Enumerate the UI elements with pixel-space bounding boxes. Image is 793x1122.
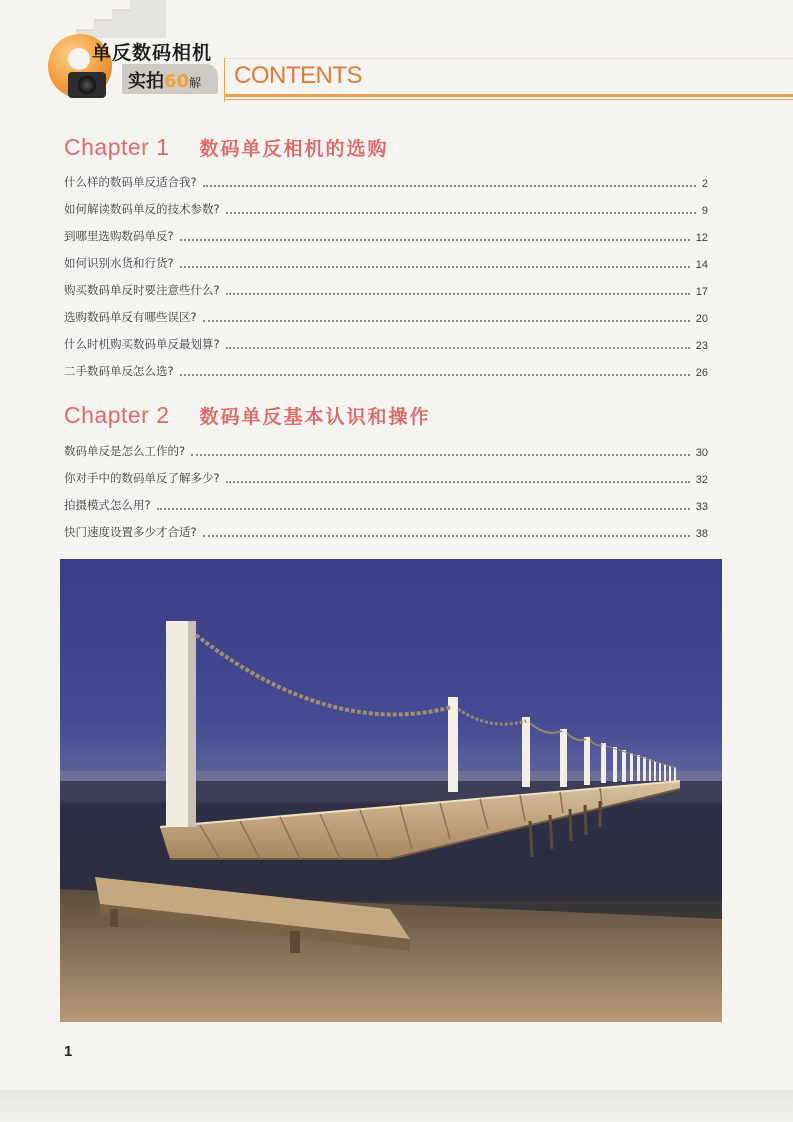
toc-entry[interactable]: 什么时机购买数码单反最划算? 23 — [64, 337, 708, 352]
camera-icon — [68, 72, 106, 98]
header-rule — [224, 94, 793, 97]
book-series-logo — [24, 0, 224, 108]
toc-entry[interactable]: 什么样的数码单反适合我? 2 — [64, 175, 708, 190]
toc-entry[interactable]: 快门速度设置多少才合适? 38 — [64, 525, 708, 540]
toc-entry[interactable]: 数码单反是怎么工作的? 30 — [64, 444, 708, 459]
toc-entry[interactable]: 如何识别水货和行货? 14 — [64, 256, 708, 271]
stairs-icon — [76, 0, 166, 38]
toc-entry[interactable]: 二手数码单反怎么选? 26 — [64, 364, 708, 379]
page-number: 1 — [64, 1043, 73, 1060]
toc-entry[interactable]: 购买数码单反时要注意些什么? 17 — [64, 283, 708, 298]
series-title-line2: 实拍60解 — [128, 71, 202, 92]
toc-entry[interactable]: 到哪里选购数码单反? 12 — [64, 229, 708, 244]
chapter-heading: Chapter 1 数码单反相机的选购 — [64, 134, 389, 160]
pier-photograph — [60, 559, 722, 1022]
toc-entry[interactable]: 拍摄模式怎么用? 33 — [64, 498, 708, 513]
series-title-line1: 单反数码相机 — [92, 42, 213, 64]
toc-entry[interactable]: 如何解读数码单反的技术参数? 9 — [64, 202, 708, 217]
chapter-heading: Chapter 2 数码单反基本认识和操作 — [64, 402, 431, 428]
pier-illustration — [60, 559, 722, 1022]
toc-entry[interactable]: 选购数码单反有哪些误区? 20 — [64, 310, 708, 325]
contents-heading: CONTENTS — [234, 62, 362, 89]
toc-entry[interactable]: 你对手中的数码单反了解多少? 32 — [64, 471, 708, 486]
